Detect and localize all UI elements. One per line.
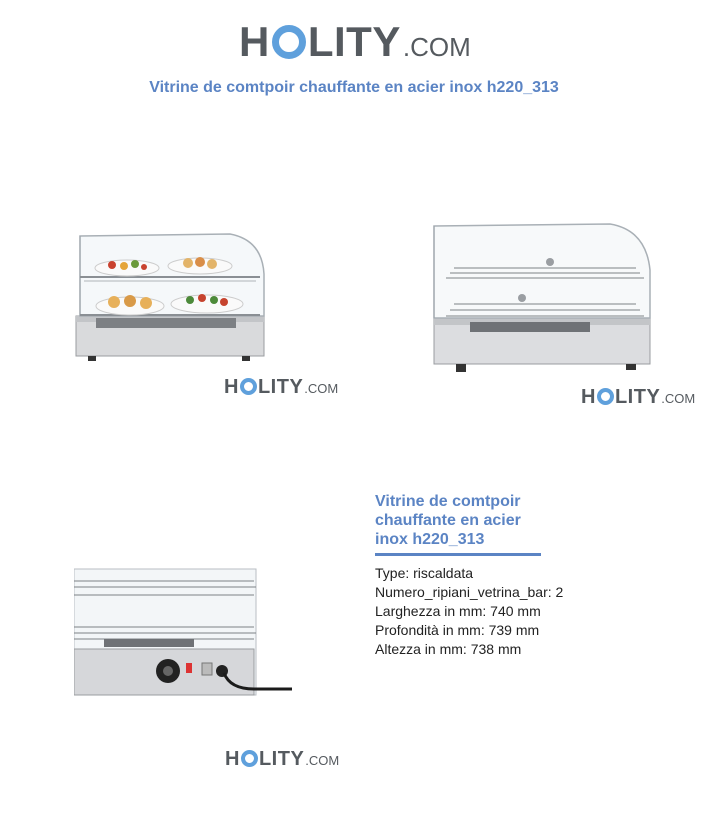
product-title: Vitrine de comtpoir chauffante en acier inox h220_313: [375, 493, 521, 548]
logo-ring-icon: [597, 388, 614, 405]
holity-logo-image-3: H LITY .COM: [225, 748, 340, 770]
spec-depth: Profondità in mm: 739 mm: [375, 622, 540, 638]
product-specs: [375, 564, 563, 659]
product-image-control-detail: [74, 565, 294, 697]
page-title: Vitrine de comtpoir chauffante en acier inox h220_313: [149, 79, 559, 96]
product-image-front-empty: [430, 218, 654, 378]
logo-ring-icon: [272, 25, 306, 59]
spec-type: Type: riscaldata: [375, 565, 474, 581]
logo-ring-icon: [241, 750, 258, 767]
spec-shelves: Numero_ripiani_vetrina_bar: 2: [375, 584, 564, 600]
holity-logo-main: H LITY .COM: [239, 18, 471, 65]
product-image-front-with-food: [72, 222, 272, 367]
title-divider: [375, 553, 541, 556]
holity-logo-image-2: H LITY .COM: [581, 386, 696, 408]
logo-ring-icon: [240, 378, 257, 395]
spec-width: Larghezza in mm: 740 mm: [375, 603, 541, 619]
spec-height: Altezza in mm: 738 mm: [375, 641, 522, 657]
holity-logo-image-1: H LITY .COM: [224, 376, 339, 398]
